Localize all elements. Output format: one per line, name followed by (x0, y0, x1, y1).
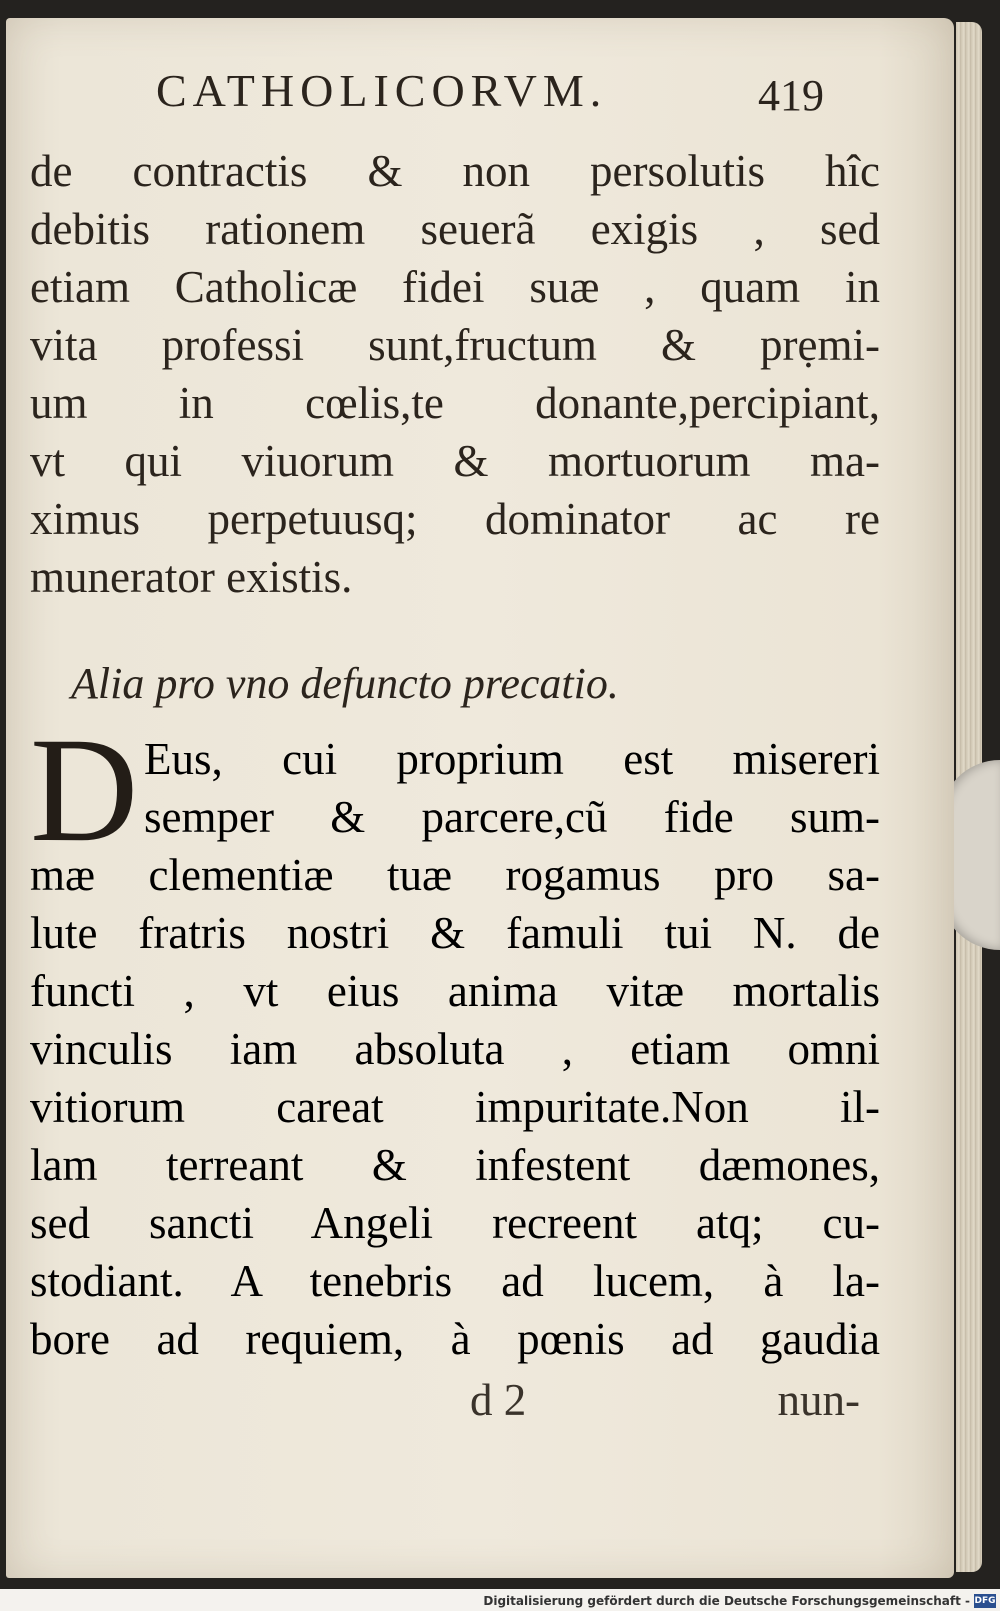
text-block-2-indented (144, 730, 880, 846)
signature-mark: d 2 (470, 1375, 527, 1425)
funding-credit: Digitalisierung gefördert durch die Deutsche Forschungsgemeinschaft - (483, 1594, 970, 1608)
text-line: functi , vt eius anima vitæ mortalis (30, 966, 880, 1016)
section-heading: Alia pro vno defuncto precatio. (71, 659, 619, 708)
text-line: bore ad requiem, à pœnis ad gaudia (30, 1314, 880, 1364)
text-line: vitiorum careat impuritate.Non il- (30, 1082, 880, 1132)
drop-capital: D (30, 707, 139, 873)
text-line: lute fratris nostri & famuli tui N. de (30, 908, 880, 958)
text-line: ximus perpetuusq; dominator ac re (30, 494, 880, 544)
text-line: vt qui viuorum & mortuorum ma- (30, 436, 880, 486)
text-line: stodiant. A tenebris ad lucem, à la- (30, 1256, 880, 1306)
text-line: lam terreant & infestent dæmones, (30, 1140, 880, 1190)
text-line: munerator existis. (30, 552, 353, 602)
text-line: um in cœlis,te donante,percipiant, (30, 378, 880, 428)
text-line: semper & parcere,cũ fide sum- (144, 792, 880, 842)
footer-bar (0, 1589, 1000, 1611)
text-line: mæ clementiæ tuæ rogamus pro sa- (30, 850, 880, 900)
text-line: etiam Catholicæ fidei suæ , quam in (30, 262, 880, 312)
running-head: CATHOLICORVM. (156, 65, 608, 116)
book-page (6, 18, 954, 1578)
catchword: nun- (777, 1375, 860, 1425)
text-line: Eus, cui proprium est misereri (144, 734, 880, 784)
text-line: de contractis & non persolutis hîc (30, 146, 880, 196)
text-line: debitis rationem seuerã exigis , sed (30, 204, 880, 254)
text-block-1 (30, 142, 880, 606)
page-number: 419 (758, 71, 824, 120)
text-block-2 (30, 846, 880, 1368)
text-line: vinculis iam absoluta , etiam omni (30, 1024, 880, 1074)
dfg-logo: DFG (974, 1596, 996, 1606)
text-line: sed sancti Angeli recreent atq; cu- (30, 1198, 880, 1248)
text-line: vita professi sunt,fructum & prẹmi- (30, 320, 880, 370)
catch-line (30, 1374, 860, 1432)
